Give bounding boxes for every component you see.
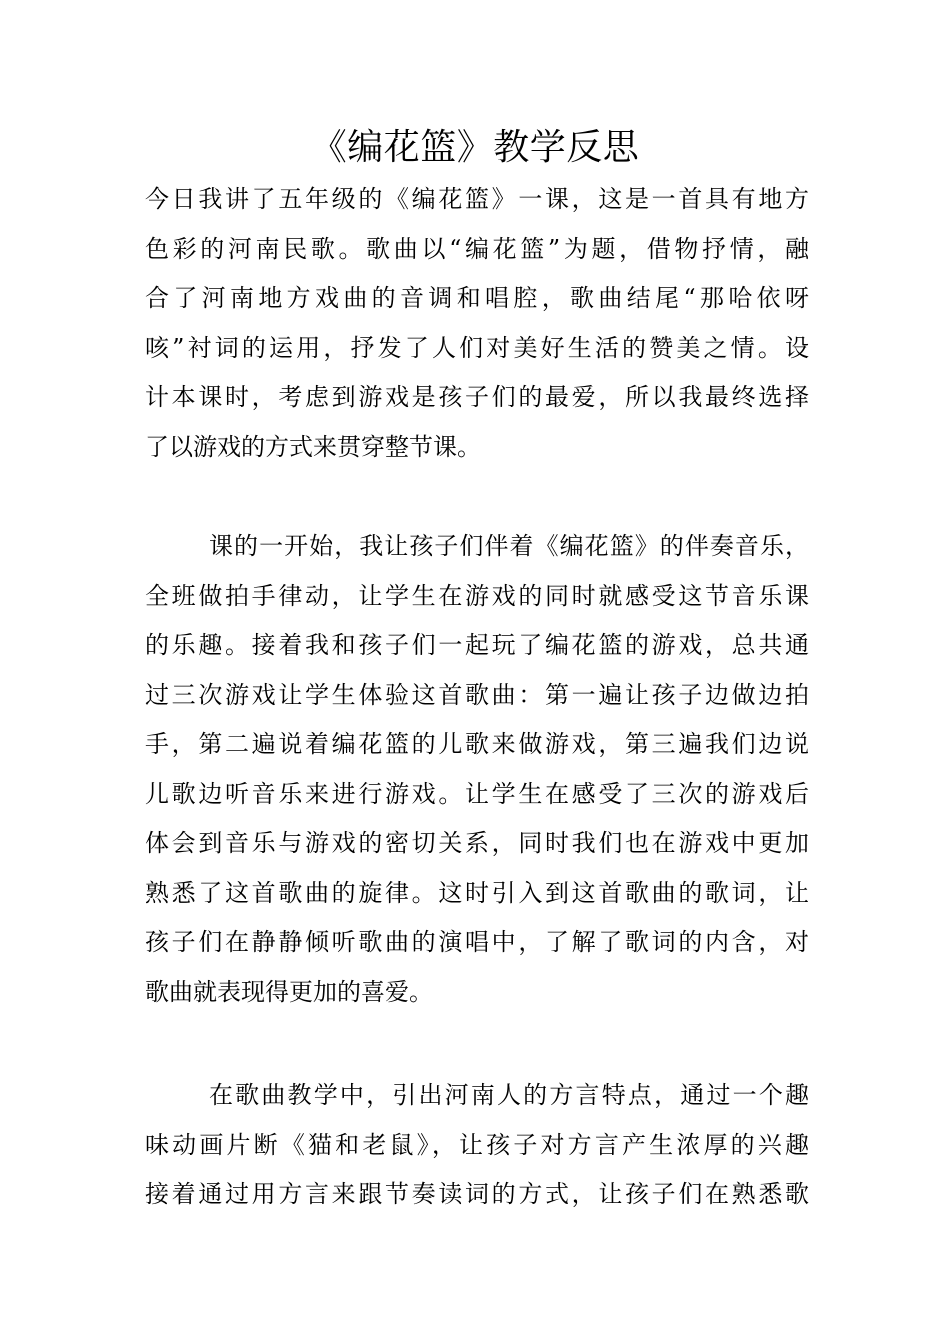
text-line: 体会到音乐与游戏的密切关系，同时我们也在游戏中更加 (145, 829, 809, 857)
text-line: 在歌曲教学中，引出河南人的方言特点，通过一个趣 (209, 1081, 809, 1109)
text-line: 味动画片断《猫和老鼠》，让孩子对方言产生浓厚的兴趣 (145, 1130, 809, 1159)
text-line: 儿歌边听音乐来进行游戏。让学生在感受了三次的游戏后 (145, 779, 809, 808)
text-line: 过三次游戏让学生体验这首歌曲：第一遍让孩子边做边拍 (145, 680, 809, 709)
paragraph-2 (145, 522, 809, 1017)
paragraph-1 (145, 175, 809, 472)
text-line: 歌曲就表现得更加的喜爱。 (145, 977, 433, 1006)
paragraph-3 (145, 1071, 809, 1220)
text-line: 计本课时，考虑到游戏是孩子们的最爱，所以我最终选择 (145, 383, 809, 411)
text-line: 咳”衬词的运用，抒发了人们对美好生活的赞美之情。设 (145, 333, 809, 362)
text-line: 了以游戏的方式来贯穿整节课。 (145, 432, 481, 461)
text-line: 色彩的河南民歌。歌曲以“编花篮”为题，借物抒情，融 (145, 234, 809, 263)
text-line: 课的一开始，我让孩子们伴着《编花篮》的伴奏音乐， (209, 532, 809, 560)
text-line: 合了河南地方戏曲的音调和唱腔，歌曲结尾“那哈依呀 (145, 284, 809, 312)
text-line: 熟悉了这首歌曲的旋律。这时引入到这首歌曲的歌词，让 (145, 878, 809, 907)
text-line: 全班做拍手律动，让学生在游戏的同时就感受这节音乐课 (145, 581, 809, 610)
text-line: 的乐趣。接着我和孩子们一起玩了编花篮的游戏，总共通 (145, 631, 809, 659)
text-line: 手，第二遍说着编花篮的儿歌来做游戏，第三遍我们边说 (145, 730, 809, 758)
text-line: 接着通过用方言来跟节奏读词的方式，让孩子们在熟悉歌 (145, 1180, 809, 1208)
text-line: 今日我讲了五年级的《编花篮》一课，这是一首具有地方 (145, 185, 809, 213)
document-title: 《编花篮》教学反思 (310, 127, 640, 168)
text-line: 孩子们在静静倾听歌曲的演唱中，了解了歌词的内含，对 (145, 928, 809, 956)
